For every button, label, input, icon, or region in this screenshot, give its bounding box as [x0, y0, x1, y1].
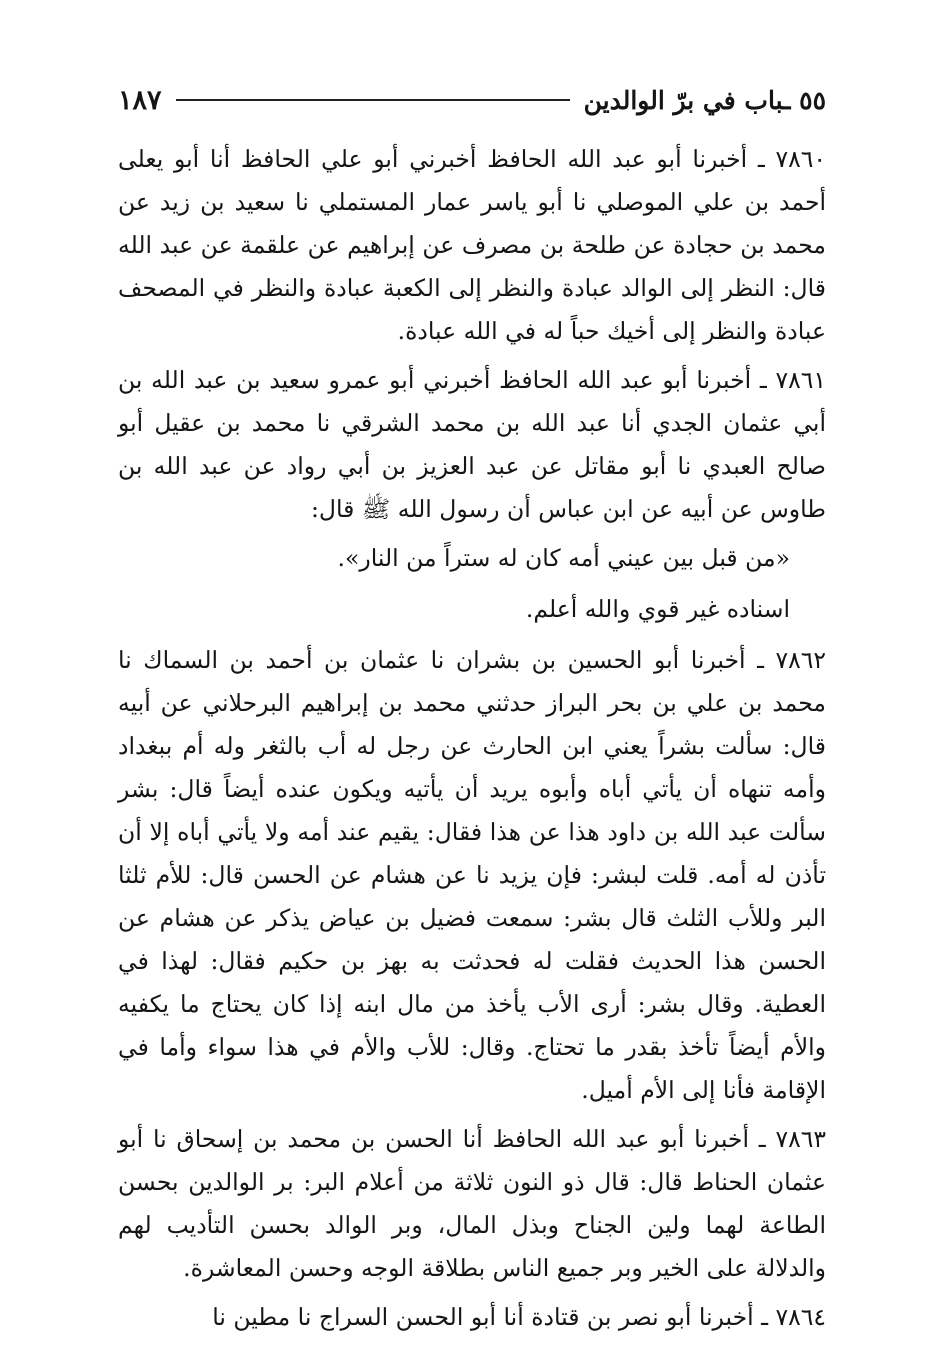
hadith-7861-grading: اسناده غير قوي والله أعلم.: [525, 595, 790, 623]
hadith-7862: ٧٨٦٢ ـ أخبرنا أبو الحسين بن بشران نا عثمان بن أحمد بن السماك نا محمد بن علي بن بحر البراز حدثني محمد بن إبراهيم البرحلاني عن أبيه قال: سألت بشراً يعني ابن الحارث عن رجل له أب بالثغر وله أم ببغداد وأمه تنهاه أن يأتي أباه وأبوه يريد أن يأتيه ويكون عنده أيضاً قال: بشر سألت عبد الله بن داود هذا عن هذا فقال: يقيم عند أمه ولا يأتي أباه إلا أن تأذن له أمه. قلت لبشر: فإن يزيد نا عن هشام عن الحسن قال: للأم ثلثا البر وللأب الثلث قال بشر: سمعت فضيل بن عياض يذكر عن هشام عن الحسن هذا الحديث فقلت له فحدثت به بهز بن حكيم فقال: لهذا في العطية. وقال بشر: أرى الأب يأخذ من مال ابنه إذا كان يحتاج ما يكفيه والأم أيضاً تأخذ بقدر ما تحتاج. وقال: للأب والأم في هذا سواء وأما في الإقامة فأنا إلى الأم أميل.: [118, 646, 826, 1104]
hadith-7861: ٧٨٦١ ـ أخبرنا أبو عبد الله الحافظ أخبرني أبو عمرو سعيد بن عبد الله بن أبي عثمان الجدي أنا عبد الله بن محمد الشرقي نا محمد بن عقيل أبو صالح العبدي نا أبو مقاتل عن عبد العزيز بن أبي رواد عن عبد الله بن طاوس عن أبيه عن ابن عباس أن رسول الله ﷺ قال:: [118, 366, 826, 523]
section-title: ٥٥ ـباب في برّ الوالدين: [583, 85, 826, 115]
header-rule: [176, 99, 570, 101]
page-number: ١٨٧: [118, 84, 162, 116]
book-page: [118, 80, 826, 1345]
hadith-7860: ٧٨٦٠ ـ أخبرنا أبو عبد الله الحافظ أخبرني أبو علي الحافظ أنا أبو يعلى أحمد بن علي الموصلي نا أبو ياسر عمار المستملي نا سعيد بن زيد عن محمد بن حجادة عن طلحة بن مصرف عن إبراهيم عن علقمة عن عبد الله قال: النظر إلى الوالد عبادة والنظر إلى الكعبة عبادة والنظر في المصحف عبادة والنظر إلى أخيك حباً له في الله عبادة.: [118, 145, 826, 345]
running-header: [118, 80, 826, 120]
hadith-7861-matn: «من قبل بين عيني أمه كان له ستراً من النار».: [337, 544, 790, 572]
hadith-7864: ٧٨٦٤ ـ أخبرنا أبو نصر بن قتادة أنا أبو الحسن السراج نا مطين نا: [212, 1303, 826, 1331]
page-body: [118, 138, 826, 1339]
hadith-7863: ٧٨٦٣ ـ أخبرنا أبو عبد الله الحافظ أنا الحسن بن محمد بن إسحاق نا أبو عثمان الحناط قال: قال ذو النون ثلاثة من أعلام البر: بر الوالدين بحسن الطاعة لهما ولين الجناح وبذل المال، وبر الوالد بحسن التأديب لهم والدلالة على الخير وبر جميع الناس بطلاقة الوجه وحسن المعاشرة.: [118, 1125, 826, 1282]
